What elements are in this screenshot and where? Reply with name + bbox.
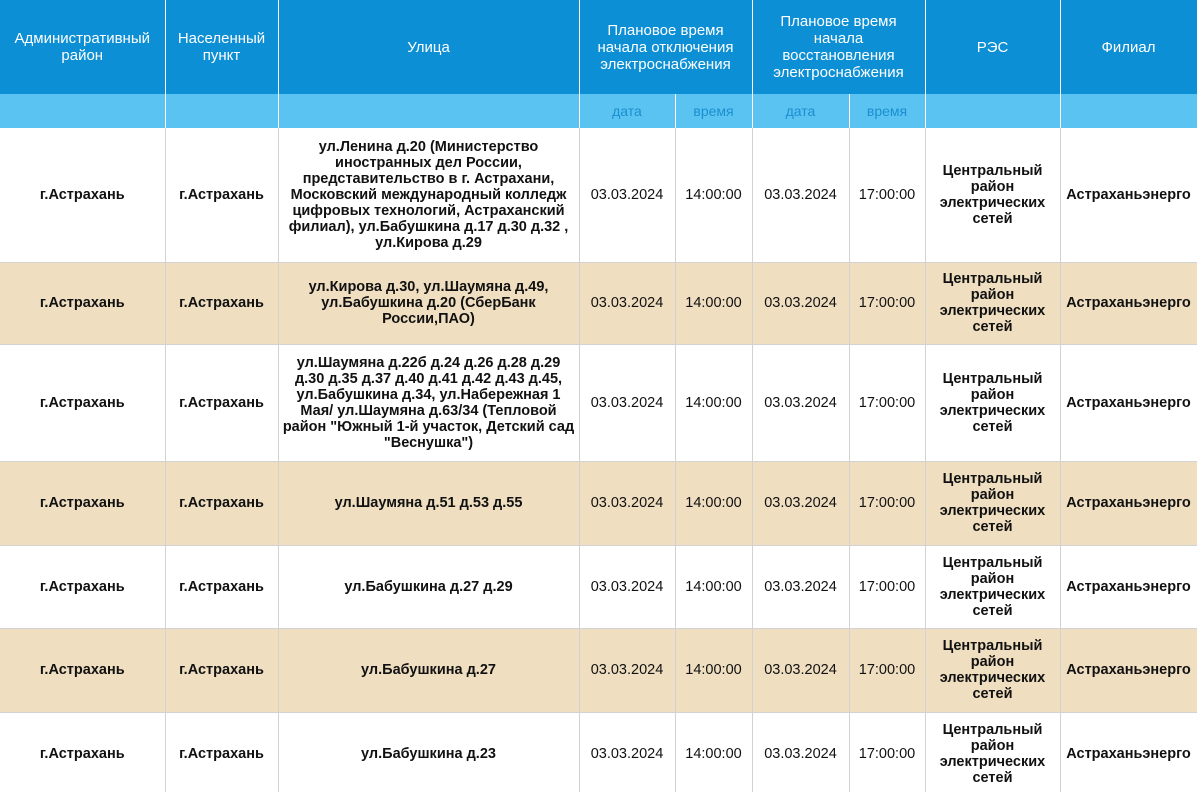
cell-res: Центральный район электрических сетей	[925, 262, 1060, 344]
subheader-empty	[1060, 94, 1197, 128]
cell-district: г.Астрахань	[0, 461, 165, 545]
cell-on-date: 03.03.2024	[752, 128, 849, 262]
table-row	[0, 545, 1197, 628]
cell-off-date: 03.03.2024	[579, 545, 675, 628]
cell-on-time: 17:00:00	[849, 461, 925, 545]
cell-district: г.Астрахань	[0, 712, 165, 792]
cell-branch: Астраханьэнерго	[1060, 712, 1197, 792]
cell-on-time: 17:00:00	[849, 712, 925, 792]
cell-settlement: г.Астрахань	[165, 344, 278, 461]
subheader-empty	[0, 94, 165, 128]
cell-on-time: 17:00:00	[849, 628, 925, 712]
table-row	[0, 628, 1197, 712]
table-row	[0, 128, 1197, 262]
cell-on-time: 17:00:00	[849, 262, 925, 344]
cell-on-time: 17:00:00	[849, 344, 925, 461]
cell-off-time: 14:00:00	[675, 545, 752, 628]
table-subheader-row	[0, 94, 1197, 128]
header-branch: Филиал	[1060, 0, 1197, 94]
cell-district: г.Астрахань	[0, 344, 165, 461]
cell-off-date: 03.03.2024	[579, 712, 675, 792]
subheader-on-time: время	[849, 94, 925, 128]
subheader-off-date: дата	[579, 94, 675, 128]
cell-on-date: 03.03.2024	[752, 712, 849, 792]
cell-res: Центральный район электрических сетей	[925, 545, 1060, 628]
cell-branch: Астраханьэнерго	[1060, 262, 1197, 344]
cell-off-date: 03.03.2024	[579, 262, 675, 344]
cell-off-time: 14:00:00	[675, 128, 752, 262]
cell-street: ул.Бабушкина д.27	[278, 628, 579, 712]
table-row	[0, 461, 1197, 545]
cell-off-date: 03.03.2024	[579, 628, 675, 712]
cell-off-time: 14:00:00	[675, 344, 752, 461]
cell-settlement: г.Астрахань	[165, 262, 278, 344]
cell-settlement: г.Астрахань	[165, 461, 278, 545]
cell-branch: Астраханьэнерго	[1060, 461, 1197, 545]
header-district: Административный район	[0, 0, 165, 94]
cell-res: Центральный район электрических сетей	[925, 461, 1060, 545]
cell-res: Центральный район электрических сетей	[925, 344, 1060, 461]
cell-district: г.Астрахань	[0, 628, 165, 712]
cell-off-date: 03.03.2024	[579, 461, 675, 545]
cell-settlement: г.Астрахань	[165, 128, 278, 262]
cell-on-date: 03.03.2024	[752, 344, 849, 461]
cell-street: ул.Шаумяна д.51 д.53 д.55	[278, 461, 579, 545]
cell-on-time: 17:00:00	[849, 128, 925, 262]
cell-off-time: 14:00:00	[675, 712, 752, 792]
cell-street: ул.Ленина д.20 (Министерство иностранных дел России, представительство в г. Астрахани, Московский международный колледж цифровых технологий, Астраханский филиал), ул.Бабушкина д.17 д.30 д.32 , ул.Кирова д.29	[278, 128, 579, 262]
cell-off-date: 03.03.2024	[579, 128, 675, 262]
cell-district: г.Астрахань	[0, 128, 165, 262]
cell-district: г.Астрахань	[0, 262, 165, 344]
cell-street: ул.Шаумяна д.22б д.24 д.26 д.28 д.29 д.30 д.35 д.37 д.40 д.41 д.42 д.43 д.45, ул.Бабушкина д.34, ул.Набережная 1 Мая/ ул.Шаумяна д.63/34 (Тепловой район "Южный 1-й участок, Детский сад "Веснушка")	[278, 344, 579, 461]
cell-res: Центральный район электрических сетей	[925, 628, 1060, 712]
table-row	[0, 712, 1197, 792]
header-settlement: Населенный пункт	[165, 0, 278, 94]
cell-res: Центральный район электрических сетей	[925, 712, 1060, 792]
subheader-off-time: время	[675, 94, 752, 128]
cell-res: Центральный район электрических сетей	[925, 128, 1060, 262]
header-planned-off: Плановое время начала отключения электроснабжения	[579, 0, 752, 94]
cell-off-date: 03.03.2024	[579, 344, 675, 461]
subheader-empty	[165, 94, 278, 128]
subheader-empty	[925, 94, 1060, 128]
cell-branch: Астраханьэнерго	[1060, 628, 1197, 712]
cell-on-date: 03.03.2024	[752, 262, 849, 344]
cell-settlement: г.Астрахань	[165, 712, 278, 792]
cell-off-time: 14:00:00	[675, 461, 752, 545]
cell-on-date: 03.03.2024	[752, 545, 849, 628]
subheader-on-date: дата	[752, 94, 849, 128]
cell-on-date: 03.03.2024	[752, 628, 849, 712]
table-row	[0, 262, 1197, 344]
header-street: Улица	[278, 0, 579, 94]
table-header-row	[0, 0, 1197, 94]
cell-settlement: г.Астрахань	[165, 628, 278, 712]
table-row	[0, 344, 1197, 461]
cell-branch: Астраханьэнерго	[1060, 344, 1197, 461]
cell-street: ул.Бабушкина д.27 д.29	[278, 545, 579, 628]
cell-district: г.Астрахань	[0, 545, 165, 628]
header-planned-restore: Плановое время начала восстановления электроснабжения	[752, 0, 925, 94]
subheader-empty	[278, 94, 579, 128]
cell-off-time: 14:00:00	[675, 628, 752, 712]
header-res: РЭС	[925, 0, 1060, 94]
cell-settlement: г.Астрахань	[165, 545, 278, 628]
cell-off-time: 14:00:00	[675, 262, 752, 344]
cell-branch: Астраханьэнерго	[1060, 545, 1197, 628]
cell-branch: Астраханьэнерго	[1060, 128, 1197, 262]
cell-on-time: 17:00:00	[849, 545, 925, 628]
cell-street: ул.Кирова д.30, ул.Шаумяна д.49, ул.Бабушкина д.20 (СберБанк России,ПАО)	[278, 262, 579, 344]
cell-street: ул.Бабушкина д.23	[278, 712, 579, 792]
cell-on-date: 03.03.2024	[752, 461, 849, 545]
